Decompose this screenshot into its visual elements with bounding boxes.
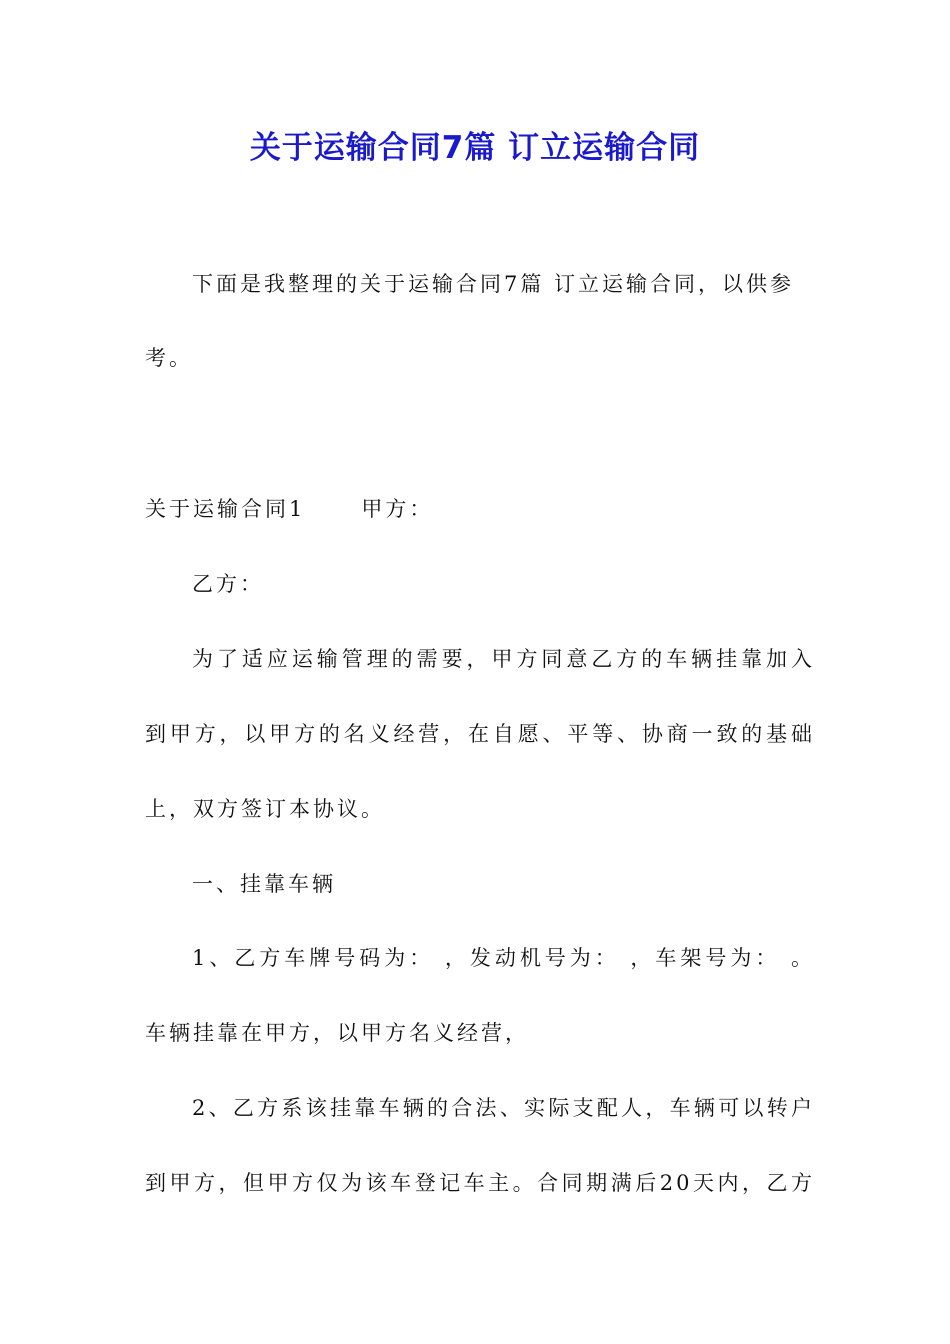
intro-line-2: 考。 bbox=[145, 346, 193, 370]
party-a-label: 甲方： bbox=[361, 497, 434, 521]
item-2-line-1: 2、乙方系该挂靠车辆的合法、实际支配人，车辆可以转户 bbox=[192, 1096, 815, 1120]
section-heading: 关于运输合同1 bbox=[145, 497, 306, 521]
paragraph-1-line-2: 到甲方，以甲方的名义经营，在自愿、平等、协商一致的基础 bbox=[145, 722, 815, 746]
clause-heading: 一、挂靠车辆 bbox=[192, 872, 336, 896]
paragraph-1-line-3: 上，双方签订本协议。 bbox=[145, 797, 385, 821]
document-title: 关于运输合同7篇 订立运输合同 bbox=[249, 130, 701, 166]
paragraph-1-line-1: 为了适应运输管理的需要，甲方同意乙方的车辆挂靠加入 bbox=[192, 647, 815, 671]
item-1-line-2: 车辆挂靠在甲方，以甲方名义经营， bbox=[145, 1021, 529, 1045]
section-heading-row bbox=[145, 497, 815, 522]
item-1-line-1: 1、乙方车牌号码为： ，发动机号为： ，车架号为： 。 bbox=[192, 946, 815, 970]
item-2-line-2: 到甲方，但甲方仅为该车登记车主。合同期满后20天内，乙方 bbox=[145, 1171, 815, 1195]
party-b-label: 乙方： bbox=[192, 572, 264, 596]
intro-line-1: 下面是我整理的关于运输合同7篇 订立运输合同，以供参 bbox=[192, 272, 795, 296]
